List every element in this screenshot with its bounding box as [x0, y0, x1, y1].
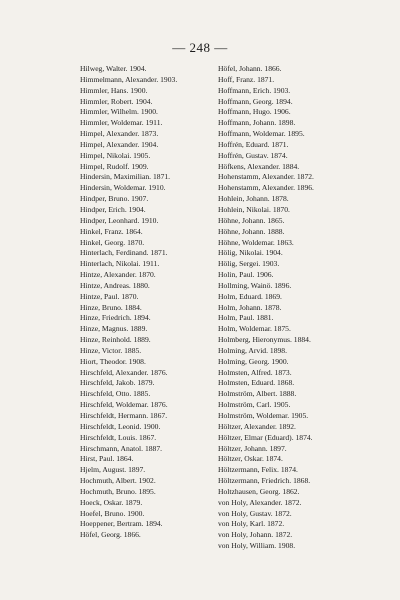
name-entry: Hohenstamm, Alexander. 1896.: [218, 183, 314, 193]
name-entry: Hohlein, Nikolai. 1870.: [218, 204, 290, 214]
name-entry: Himpel, Rudolf. 1909.: [80, 161, 149, 171]
name-entry: Hölig, Nikolai. 1904.: [218, 248, 283, 258]
name-entry: Himmelmann, Alexander. 1903.: [80, 74, 178, 84]
name-entry: Himmler, Robert. 1904.: [80, 96, 153, 106]
name-entry: Hindersin, Maximilian. 1871.: [80, 172, 171, 182]
name-entry: Himmler, Hans. 1900.: [80, 85, 148, 95]
name-entry: Höltzer, Johann. 1897.: [218, 443, 287, 453]
name-entry: Hinterlach, Nikolai. 1911.: [80, 259, 160, 269]
name-entry: Hirschfeldt, Leonid. 1900.: [80, 421, 161, 431]
name-entry: Hinterlach, Ferdinand. 1871.: [80, 248, 168, 258]
name-entry: Hirschfeld, Jakob. 1879.: [80, 378, 155, 388]
name-entry: Hinze, Reinhold. 1889.: [80, 335, 151, 345]
name-entry: Hirschfeld, Alexander. 1876.: [80, 367, 168, 377]
name-entry: Hirschfeld, Otto. 1885.: [80, 389, 151, 399]
name-entry: Hintze, Andreas. 1880.: [80, 280, 150, 290]
name-entry: Hollming, Wainö. 1896.: [218, 280, 292, 290]
name-entry: Hintze, Paul. 1870.: [80, 291, 139, 301]
name-entry: Höfel, Johann. 1866.: [218, 64, 282, 73]
name-entry: Himpel, Alexander. 1873.: [80, 129, 159, 139]
name-entry: Höfel, Georg. 1866.: [80, 530, 141, 540]
name-entry: Hoffrén, Gustav. 1874.: [218, 150, 288, 160]
name-entry: Hindersin, Woldemar. 1910.: [80, 183, 166, 193]
name-entry: Hiort, Theodor. 1908.: [80, 356, 146, 366]
name-entry: Holm, Eduard. 1869.: [218, 291, 282, 301]
name-entry: Holmsten, Eduard. 1868.: [218, 378, 295, 388]
name-entry: Holm, Paul. 1881.: [218, 313, 274, 323]
name-entry: Hinze, Bruno. 1884.: [80, 302, 142, 312]
name-entry: Hölig, Sergei. 1903.: [218, 259, 280, 269]
name-entry: von Holy, Gustav. 1872.: [218, 508, 292, 518]
name-entry: Hochmuth, Albert. 1902.: [80, 476, 156, 486]
name-entry: Holtzhausen, Georg. 1862.: [218, 486, 300, 496]
name-entry: von Holy, Johann. 1872.: [218, 530, 293, 540]
name-entry: Hirschfeld, Woldemar. 1876.: [80, 400, 168, 410]
name-entry: Höltzermann, Felix. 1874.: [218, 465, 298, 475]
name-entry: Hirschfeldt, Hermann. 1867.: [80, 411, 168, 420]
name-entry: Hoffmann, Johann. 1898.: [218, 118, 296, 128]
name-entry: von Holy, Karl. 1872.: [218, 519, 285, 529]
name-entry: von Holy, William. 1908.: [218, 541, 296, 551]
name-entry: Holmberg, Hieronymus. 1884.: [218, 335, 311, 345]
name-entry: Hoffmann, Erich. 1903.: [218, 85, 291, 95]
left-column: [80, 64, 240, 541]
name-entry: Holm, Woldemar. 1875.: [218, 324, 291, 334]
name-entry: Holming, Arvid. 1898.: [218, 345, 287, 355]
name-entry: Höhne, Johann. 1865.: [218, 215, 285, 225]
name-entry: Höfkens, Alexander. 1884.: [218, 161, 300, 171]
name-entry: Holmström, Carl. 1905.: [218, 400, 291, 410]
name-entry: Hindper, Erich. 1904.: [80, 204, 146, 214]
name-entry: Holmström, Albert. 1888.: [218, 389, 297, 399]
name-entry: Himpel, Nikolai. 1905.: [80, 150, 151, 160]
name-entry: von Holy, Alexander. 1872.: [218, 497, 302, 507]
name-entry: Höhne, Woldemar. 1863.: [218, 237, 294, 247]
name-entry: Hinkel, Franz. 1864.: [80, 226, 143, 236]
name-entry: Hoefel, Bruno. 1900.: [80, 508, 145, 518]
name-entry: Hjelm, August. 1897.: [80, 465, 146, 475]
name-entry: Höltzermann, Friedrich. 1868.: [218, 476, 311, 486]
name-entry: Hirschfeldt, Louis. 1867.: [80, 432, 157, 442]
name-entry: Hindper, Leonhard. 1910.: [80, 215, 159, 225]
name-entry: Hoffmann, Hugo. 1906.: [218, 107, 291, 117]
name-entry: Holmsten, Alfred. 1873.: [218, 367, 292, 377]
name-entry: Hochmuth, Bruno. 1895.: [80, 486, 156, 496]
name-entry: Hinkel, Georg. 1870.: [80, 237, 145, 247]
right-column: [218, 64, 378, 552]
name-entry: Hoeck, Oskar. 1879.: [80, 497, 143, 507]
name-entry: Hirschmann, Anatol. 1887.: [80, 443, 163, 453]
name-entry: Hoffmann, Woldemar. 1895.: [218, 129, 305, 139]
name-entry: Hohenstamm, Alexander. 1872.: [218, 172, 314, 182]
name-entry: Höltzer, Alexander. 1892.: [218, 421, 296, 431]
name-entry: Holm, Johann. 1878.: [218, 302, 282, 312]
name-entry: Höltzer, Oskar. 1874.: [218, 454, 283, 464]
name-entry: Hirst, Paul. 1864.: [80, 454, 134, 464]
page-number: — 248 —: [172, 40, 228, 55]
name-entry: Höhne, Johann. 1888.: [218, 226, 285, 236]
name-entry: Himmler, Wilhelm. 1900.: [80, 107, 158, 117]
name-entry: Holmström, Woldemar. 1905.: [218, 411, 309, 420]
name-entry: Hintze, Alexander. 1870.: [80, 270, 156, 280]
name-entry: Holming, Georg. 1900.: [218, 356, 289, 366]
name-entry: Hinze, Friedrich. 1894.: [80, 313, 151, 323]
name-entry: Hoffrén, Eduard. 1871.: [218, 139, 289, 149]
name-entry: Hoffmann, Georg. 1894.: [218, 96, 293, 106]
name-entry: Hoeppener, Bertram. 1894.: [80, 519, 163, 529]
name-entry: Hilweg, Walter. 1904.: [80, 64, 147, 73]
name-entry: Hindper, Bruno. 1907.: [80, 194, 149, 204]
name-entry: Himpel, Alexander. 1904.: [80, 139, 159, 149]
name-entry: Hinze, Magnus. 1889.: [80, 324, 148, 334]
name-entry: Holin, Paul. 1906.: [218, 270, 274, 280]
name-entry: Hoff, Franz. 1871.: [218, 74, 275, 84]
name-entry: Himmler, Woldemar. 1911.: [80, 118, 163, 128]
name-entry: Hohlein, Johann. 1878.: [218, 194, 289, 204]
name-entry: Höltzer, Elmar (Eduard). 1874.: [218, 432, 313, 442]
name-entry: Hinze, Victor. 1885.: [80, 345, 142, 355]
